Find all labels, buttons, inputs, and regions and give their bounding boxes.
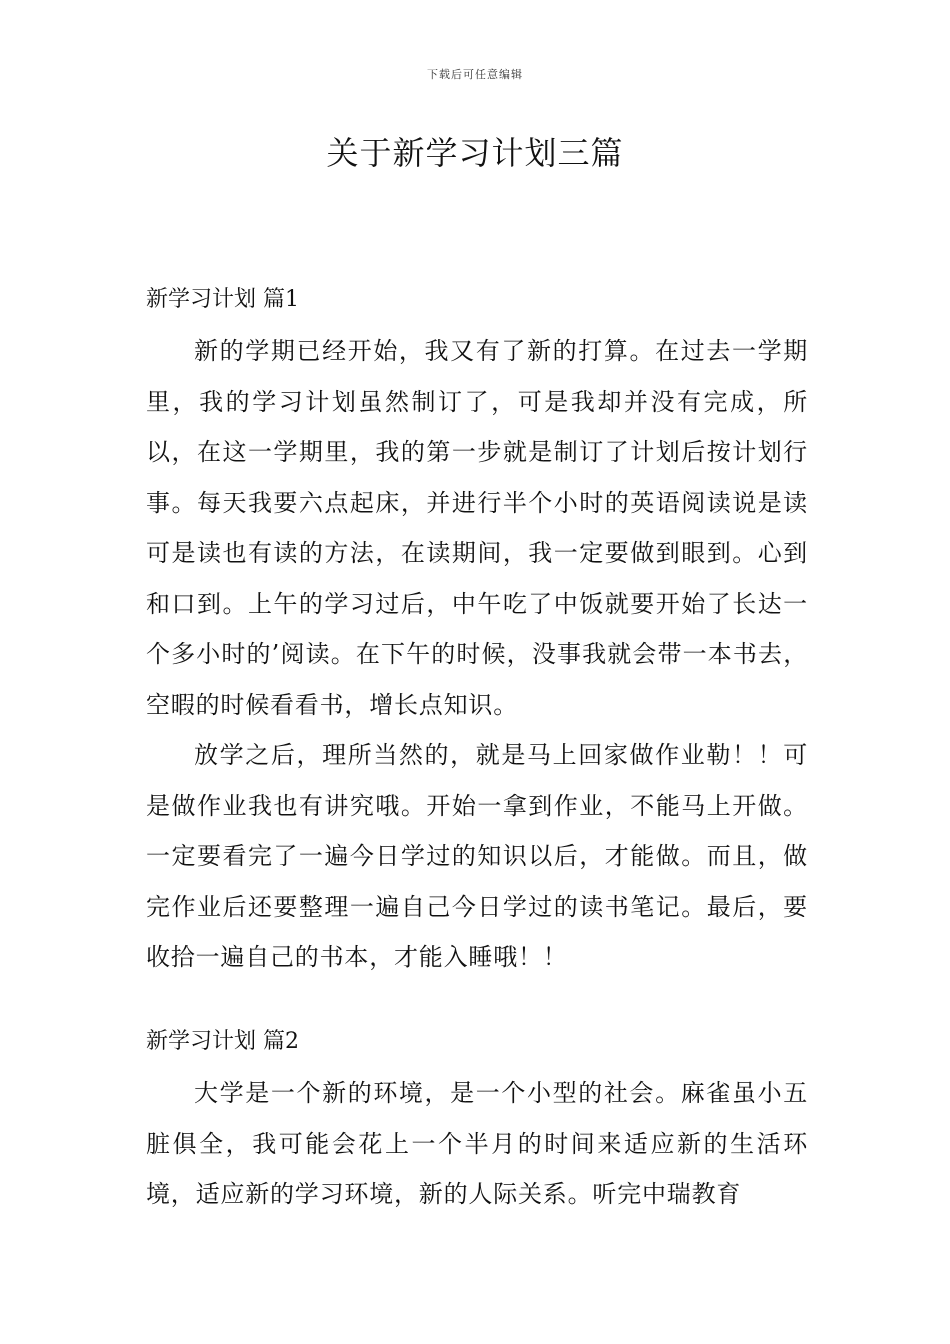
paragraph: 大学是一个新的环境，是一个小型的社会。麻雀虽小五脏俱全，我可能会花上一个半月的时间来适应新的生活环境，适应新的学习环境，新的人际关系。听完中瑞教育 (146, 1079, 808, 1208)
section-2 (146, 1022, 808, 1220)
paragraph: 放学之后，理所当然的，就是马上回家做作业勒！！可是做作业我也有讲究哦。开始一拿到作业，不能马上开做。一定要看完了一遍今日学过的知识以后，才能做。而且，做完作业后还要整理一遍自己今日学过的读书笔记。最后，要收拾一遍自己的书本，才能入睡哦！！ (146, 741, 808, 971)
section-heading: 新学习计划 篇1 (146, 287, 299, 312)
header-note: 下载后可任意编辑 (427, 68, 523, 81)
document-title: 关于新学习计划三篇 (326, 134, 624, 172)
section-heading: 新学习计划 篇2 (146, 1029, 299, 1054)
section-1 (146, 280, 808, 983)
paragraph: 新的学期已经开始，我又有了新的打算。在过去一学期里，我的学习计划虽然制订了，可是我却并没有完成，所以，在这一学期里，我的第一步就是制订了计划后按计划行事。每天我要六点起床，并进行半个小时的英语阅读说是读可是读也有读的方法，在读期间，我一定要做到眼到。心到和口到。上午的学习过后，中午吃了中饭就要开始了长达一个多小时的’阅读。在下午的时候，没事我就会带一本书去，空暇的时候看看书，增长点知识。 (146, 337, 808, 719)
